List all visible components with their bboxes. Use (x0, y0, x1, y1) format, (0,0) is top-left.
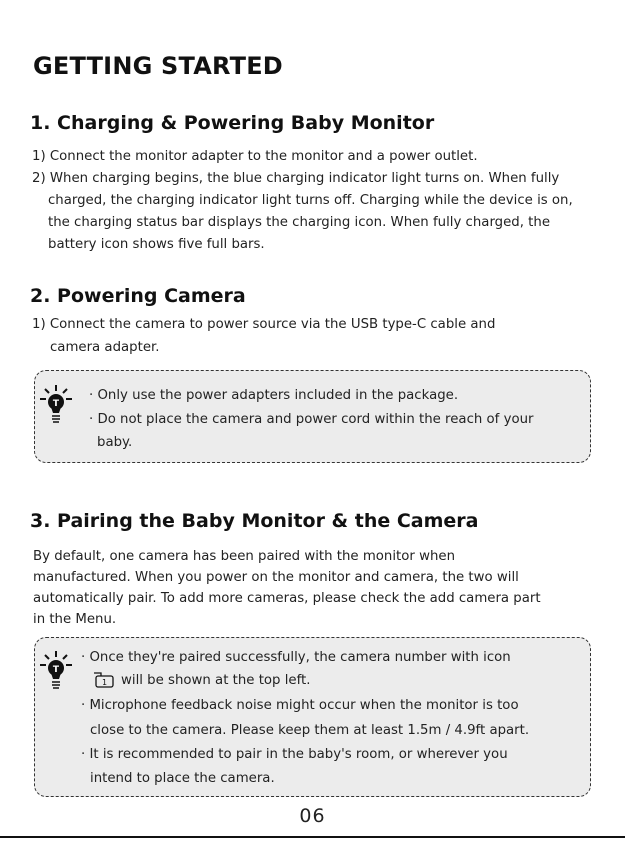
tip-line: baby. (97, 435, 133, 450)
page-title: GETTING STARTED (33, 52, 283, 80)
tip-line: · It is recommended to pair in the baby's room, or wherever you (81, 747, 508, 762)
section3-line: in the Menu. (33, 612, 117, 627)
section2-line: 1) Connect the camera to power source via the USB type-C cable and (32, 317, 496, 332)
section1-line: charged, the charging indicator light turns off. Charging while the device is on, (48, 193, 573, 208)
section3-line: automatically pair. To add more cameras, please check the add camera part (33, 591, 541, 606)
section1-line: battery icon shows five full bars. (48, 237, 265, 252)
section-heading-charging: 1. Charging & Powering Baby Monitor (30, 112, 435, 134)
tip-box-power (34, 370, 591, 463)
svg-text:1: 1 (101, 678, 108, 687)
page-number: 06 (299, 805, 326, 827)
section2-line: camera adapter. (50, 340, 160, 355)
bottom-divider (0, 836, 625, 838)
tip-line: will be shown at the top left. (121, 673, 311, 688)
section3-line: By default, one camera has been paired with the monitor when (33, 549, 456, 564)
tip-line: · Once they're paired successfully, the camera number with icon (81, 650, 511, 665)
tip-line: intend to place the camera. (90, 771, 275, 786)
section-heading-powering-camera: 2. Powering Camera (30, 285, 246, 307)
section1-line: the charging status bar displays the charging icon. When fully charged, the (48, 215, 551, 230)
lightbulb-icon (38, 383, 74, 427)
section1-line: 2) When charging begins, the blue charging indicator light turns on. When fully (32, 171, 560, 186)
lightbulb-icon (38, 649, 74, 693)
section-heading-pairing: 3. Pairing the Baby Monitor & the Camera (30, 510, 479, 532)
camera-number-icon (92, 672, 114, 688)
section3-line: manufactured. When you power on the monitor and camera, the two will (33, 570, 519, 585)
section1-line: 1) Connect the monitor adapter to the monitor and a power outlet. (32, 149, 478, 164)
tip-line: · Only use the power adapters included in the package. (89, 388, 459, 403)
tip-line: · Microphone feedback noise might occur when the monitor is too (81, 698, 519, 713)
tip-line: · Do not place the camera and power cord within the reach of your (89, 412, 534, 427)
tip-box-pairing (34, 637, 591, 797)
camera-number-row (92, 670, 114, 689)
svg-text:T: T (52, 665, 60, 675)
svg-text:T: T (52, 399, 60, 409)
tip-line: close to the camera. Please keep them at least 1.5m / 4.9ft apart. (90, 723, 530, 738)
